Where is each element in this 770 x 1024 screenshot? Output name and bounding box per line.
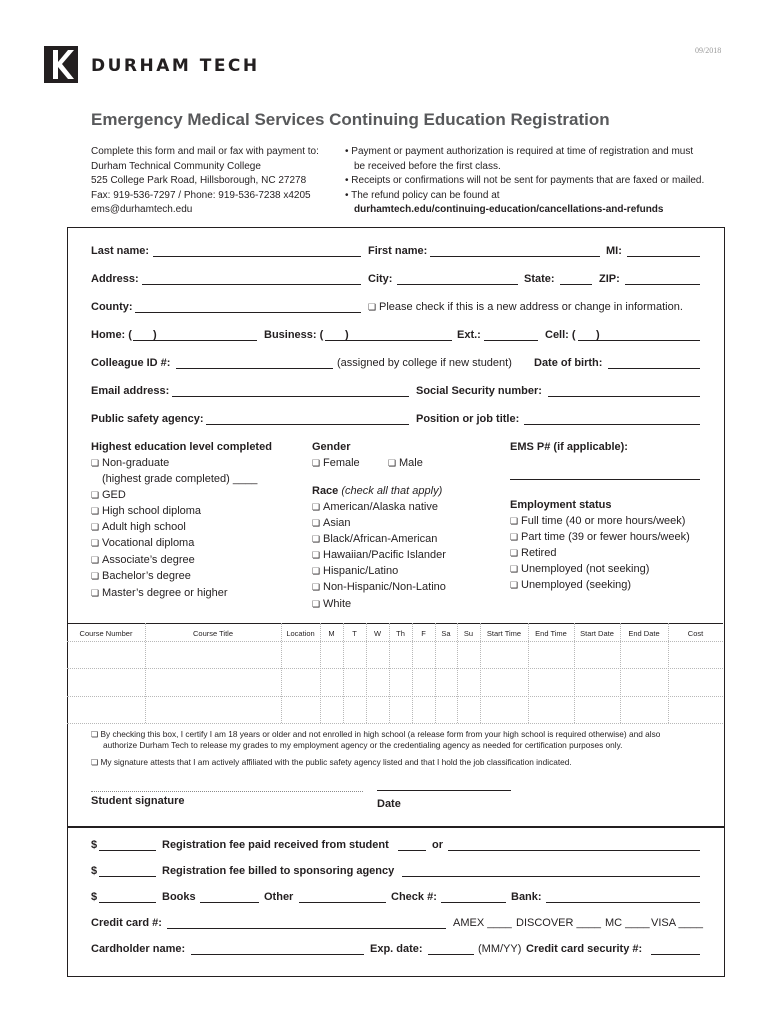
email-label: Email address: [91, 385, 170, 397]
employment-option[interactable]: ❏ Unemployed (not seeking) [510, 563, 649, 575]
consent-age-checkbox[interactable]: ❏ By checking this box, I certify I am 18 years or older and not enrolled in high school (a release form from your high school is required otherwise) and also authorize Durham Tech to release my grades to my employment agency or the credentialing agency as needed for certification purposes only. [91, 729, 661, 750]
books-field[interactable] [200, 902, 259, 903]
first-name-field[interactable] [430, 256, 600, 257]
consent-age-text-1: By checking this box, I certify I am 18 years or older and not enrolled in high school (a release form from your high school is required otherwise) and also [100, 729, 661, 739]
county-field[interactable] [135, 312, 361, 313]
col-divider [412, 623, 413, 723]
intro-line: Durham Technical Community College [91, 160, 261, 172]
new-address-checkbox[interactable]: ❏ Please check if this is a new address or change in information. [368, 301, 683, 313]
agency-label: Public safety agency: [91, 413, 204, 425]
ext-label: Ext.: [457, 329, 481, 341]
table-top-border [67, 623, 723, 624]
education-heading: Highest education level completed [91, 441, 272, 453]
fee-paid-other-field[interactable] [448, 850, 700, 851]
check-label: Check #: [391, 891, 437, 903]
col-header-sa: Sa [441, 629, 451, 638]
consent-age-text-2: authorize Durham Tech to release my grades to my employment agency or the credentialing agency as needed for certification purposes only. [103, 740, 623, 750]
col-divider [389, 623, 390, 723]
race-option[interactable]: ❏ Black/African-American [312, 533, 437, 545]
colleague-id-note: (assigned by college if new student) [337, 357, 512, 369]
fee-billed-label: Registration fee billed to sponsoring agency [162, 865, 395, 877]
books-dollar: $ [91, 891, 98, 903]
gender-heading: Gender [312, 441, 351, 453]
employment-option[interactable]: ❏ Full time (40 or more hours/week) [510, 515, 685, 527]
ext-field[interactable] [484, 340, 538, 341]
revision-date: 09/2018 [695, 46, 722, 55]
exp-date-label: Exp. date: [370, 943, 423, 955]
security-code-label: Credit card security #: [526, 943, 643, 955]
signature-date-field[interactable] [377, 790, 511, 791]
email-field[interactable] [172, 396, 409, 397]
business-paren-close: ) [345, 329, 349, 341]
table-row-divider [67, 696, 723, 697]
mi-field[interactable] [627, 256, 700, 257]
col-header-end-time: End Time [535, 629, 567, 638]
card-type-amex[interactable]: AMEX ____ [453, 917, 512, 929]
col-divider [668, 623, 669, 723]
gender-female-checkbox[interactable]: ❏ Female [312, 457, 360, 469]
consent-affiliation-checkbox[interactable]: ❏ My signature attests that I am actively affiliated with the public safety agency listed and that I hold the job classification indicated. [91, 757, 572, 767]
county-label: County: [91, 301, 133, 313]
col-divider [620, 623, 621, 723]
cell-phone-label: Cell: ( [545, 329, 576, 341]
intro-line: 525 College Park Road, Hillsborough, NC 27278 [91, 175, 307, 187]
business-phone-field[interactable] [325, 340, 452, 341]
education-option[interactable]: ❏ High school diploma [91, 505, 201, 517]
page-title: Emergency Medical Services Continuing Education Registration [91, 110, 610, 129]
dob-field[interactable] [608, 368, 700, 369]
other-label: Other [264, 891, 294, 903]
cardholder-label: Cardholder name: [91, 943, 186, 955]
exp-date-format: (MM/YY) [478, 943, 522, 955]
signature-date-label: Date [377, 798, 401, 810]
col-header-end-date: End Date [628, 629, 660, 638]
fee-paid-label: Registration fee paid received from student [162, 839, 389, 851]
fee-paid-or: or [432, 839, 443, 851]
credit-card-number-field[interactable] [167, 928, 446, 929]
race-option[interactable]: ❏ Hispanic/Latino [312, 565, 398, 577]
last-name-label: Last name: [91, 245, 150, 257]
col-header-f: F [421, 629, 426, 638]
logo-wordmark: DURHAM TECH [91, 56, 260, 76]
grade-completed-field[interactable]: (highest grade completed) ____ [102, 473, 258, 485]
col-header-m: M [328, 629, 335, 638]
intro-line: Complete this form and mail or fax with payment to: [91, 146, 319, 157]
col-divider [320, 623, 321, 723]
col-divider [457, 623, 458, 723]
bank-field[interactable] [546, 902, 700, 903]
books-label: Books [162, 891, 196, 903]
cardholder-name-field[interactable] [191, 954, 364, 955]
table-row-divider [67, 668, 723, 669]
intro-policies: • Payment or payment authorization is required at time of registration and must be received before the first class. • Receipts or confirmations will not be sent for payments that are faxed or mailed. • The refund policy can be found at durhamtech.edu/continuing-education/cancellations-and-refunds [345, 145, 704, 218]
race-option[interactable]: ❏ White [312, 598, 351, 610]
col-header-su: Su [463, 629, 474, 638]
table-bottom-divider [67, 723, 723, 724]
race-note: (check all that apply) [341, 485, 443, 497]
col-header-w: W [373, 629, 382, 638]
gender-male-checkbox[interactable]: ❏ Male [388, 457, 423, 469]
policy-payment-cont: be received before the first class. [354, 160, 501, 172]
refund-link[interactable]: durhamtech.edu/continuing-education/cancellations-and-refunds [354, 204, 664, 216]
exp-date-field[interactable] [428, 954, 474, 955]
employment-option[interactable]: ❏ Part time (39 or fewer hours/week) [510, 531, 690, 543]
address-label: Address: [91, 273, 139, 285]
ems-number-field[interactable] [510, 479, 700, 480]
table-header-divider [67, 641, 723, 642]
fee-paid-amount-field[interactable] [99, 850, 156, 851]
col-header-location: Location [286, 629, 315, 638]
col-divider [366, 623, 367, 723]
first-name-label: First name: [368, 245, 428, 257]
race-option[interactable]: ❏ Non-Hispanic/Non-Latino [312, 581, 446, 593]
education-option[interactable]: ❏ GED [91, 489, 126, 501]
card-type-discover[interactable]: DISCOVER ____ [516, 917, 601, 929]
race-option[interactable]: ❏ American/Alaska native [312, 501, 438, 513]
other-field[interactable] [299, 902, 386, 903]
col-divider [281, 623, 282, 723]
colleague-id-label: Colleague ID #: [91, 357, 171, 369]
home-phone-label: Home: ( [91, 329, 132, 341]
col-divider [435, 623, 436, 723]
fee-billed-dollar: $ [91, 865, 98, 877]
col-header-course-number: Course Number [79, 629, 133, 638]
col-header-start-date: Start Date [580, 629, 614, 638]
books-amount-field[interactable] [99, 902, 156, 903]
race-heading [312, 485, 442, 497]
col-divider [528, 623, 529, 723]
fee-paid-dollar: $ [91, 839, 98, 851]
card-type-visa[interactable]: VISA ____ [651, 917, 703, 929]
col-divider [574, 623, 575, 723]
policy-receipts: Receipts or confirmations will not be sent for payments that are faxed or mailed. [351, 175, 705, 187]
col-header-t: T [352, 629, 357, 638]
col-divider [145, 623, 146, 723]
col-header-th: Th [396, 629, 405, 638]
policy-payment: Payment or payment authorization is required at time of registration and must [351, 146, 694, 157]
col-header-start-time: Start Time [486, 629, 522, 638]
education-option-non-graduate[interactable]: ❏ Non-graduate [91, 457, 169, 469]
employment-option[interactable]: ❏ Unemployed (seeking) [510, 579, 631, 591]
agency-field[interactable] [206, 424, 409, 425]
sponsoring-agency-field[interactable] [402, 876, 700, 877]
race-option[interactable]: ❏ Hawaiian/Pacific Islander [312, 549, 446, 561]
student-signature-label: Student signature [91, 795, 185, 807]
col-divider [343, 623, 344, 723]
colleague-id-field[interactable] [176, 368, 333, 369]
fee-paid-student-field[interactable] [398, 850, 426, 851]
education-option[interactable]: ❏ Associate’s degree [91, 554, 195, 566]
last-name-field[interactable] [153, 256, 361, 257]
education-option[interactable]: ❏ Vocational diploma [91, 537, 194, 549]
dob-label: Date of birth: [534, 357, 603, 369]
education-option[interactable]: ❏ Adult high school [91, 521, 186, 533]
ssn-label: Social Security number: [416, 385, 542, 397]
logo-k-mark-icon [44, 46, 78, 83]
card-type-mc[interactable]: MC ____ [605, 917, 650, 929]
intro-line: ems@durhamtech.edu [91, 204, 193, 216]
check-number-field[interactable] [441, 902, 506, 903]
mi-label: MI: [606, 245, 622, 257]
cell-paren-close: ) [596, 329, 600, 341]
cell-phone-field[interactable] [578, 340, 700, 341]
consent-affiliation-text: My signature attests that I am actively affiliated with the public safety agency listed and that I hold the job classification indicated. [100, 757, 572, 767]
race-heading-text: Race [312, 485, 339, 497]
intro-contact [91, 145, 319, 218]
home-phone-field[interactable] [133, 340, 257, 341]
ems-heading: EMS P# (if applicable): [510, 441, 628, 453]
employment-heading: Employment status [510, 499, 612, 511]
state-field[interactable] [560, 284, 592, 285]
city-label: City: [368, 273, 393, 285]
credit-card-label: Credit card #: [91, 917, 162, 929]
col-header-cost: Cost [687, 629, 704, 638]
home-paren-close: ) [153, 329, 157, 341]
ssn-field[interactable] [548, 396, 700, 397]
security-code-field[interactable] [651, 954, 700, 955]
fee-billed-amount-field[interactable] [99, 876, 156, 877]
bank-label: Bank: [511, 891, 542, 903]
student-signature-field[interactable] [91, 791, 363, 792]
position-label: Position or job title: [416, 413, 520, 425]
policy-refund: The refund policy can be found at [351, 189, 500, 201]
col-header-course-title: Course Title [192, 629, 234, 638]
state-label: State: [524, 273, 555, 285]
zip-field[interactable] [625, 284, 700, 285]
col-divider [480, 623, 481, 723]
education-option[interactable]: ❏ Bachelor’s degree [91, 570, 191, 582]
employment-option[interactable]: ❏ Retired [510, 547, 556, 559]
intro-line: Fax: 919-536-7297 / Phone: 919-536-7238 x4205 [91, 189, 311, 201]
position-field[interactable] [524, 424, 700, 425]
business-phone-label: Business: ( [264, 329, 324, 341]
city-field[interactable] [397, 284, 518, 285]
education-option[interactable]: ❏ Master’s degree or higher [91, 587, 228, 599]
race-option[interactable]: ❏ Asian [312, 517, 351, 529]
address-field[interactable] [142, 284, 361, 285]
zip-label: ZIP: [599, 273, 620, 285]
